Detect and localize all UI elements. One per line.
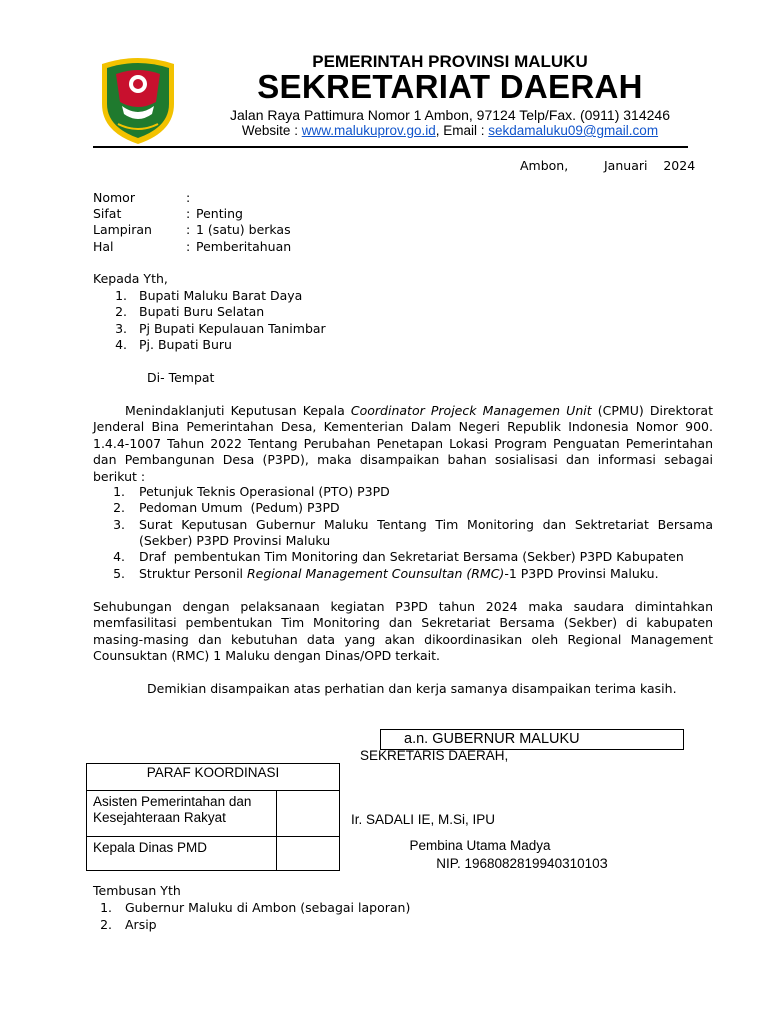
meta-value: Penting bbox=[196, 206, 243, 221]
meta-value: 1 (satu) berkas bbox=[196, 222, 291, 237]
tembusan-item: Gubernur Maluku di Ambon (sebagai laporan) bbox=[125, 900, 411, 915]
website-link[interactable]: www.malukuprov.go.id bbox=[301, 123, 436, 138]
provincial-emblem-logo bbox=[96, 54, 180, 146]
email-label: , Email : bbox=[435, 123, 489, 138]
list-number: 4. bbox=[115, 337, 127, 352]
tembusan-title: Tembusan Yth bbox=[93, 883, 181, 898]
material-item: Petunjuk Teknis Operasional (PTO) P3PD bbox=[139, 484, 390, 499]
signer-nip: NIP. 196808281994031010З bbox=[436, 856, 608, 871]
list5-italic: Regional Management Counsultan (RMC) bbox=[247, 566, 505, 581]
meta-key: Hal bbox=[93, 239, 114, 254]
website-label: Website : bbox=[241, 123, 302, 138]
meta-colon: : bbox=[186, 222, 191, 237]
meta-key: Nomor bbox=[93, 190, 135, 205]
list-number: 3. bbox=[115, 321, 127, 336]
signer-rank: Pembina Utama Madya bbox=[409, 838, 551, 853]
paraf-signature-cell bbox=[276, 791, 339, 837]
table-row bbox=[87, 764, 340, 791]
date-value: Januari 2024 bbox=[604, 158, 696, 173]
material-item: Surat Keputusan Gubernur Maluku Tentang Tim Monitoring dan Sektretariat Bersama (Sekber) P3PD Provinsi Maluku bbox=[139, 517, 713, 549]
body-paragraph-1 bbox=[93, 403, 713, 485]
email-link[interactable]: sekdamaluku09@gmail.com bbox=[488, 123, 659, 138]
meta-colon: : bbox=[186, 239, 191, 254]
material-item: Pedoman Umum (Pedum) P3PD bbox=[139, 500, 340, 515]
list5-text-b: -1 P3PD Provinsi Maluku. bbox=[504, 566, 659, 581]
paraf-row-label: Asisten Pemerintahan dan Kesejahteraan Rakyat bbox=[87, 791, 277, 837]
list-number: 1. bbox=[115, 288, 127, 303]
header-government-name: PEMERINTAH PROVINSI MALUKU bbox=[312, 52, 588, 71]
header-divider bbox=[93, 146, 688, 148]
tembusan-item: Arsip bbox=[125, 917, 157, 932]
p1-text-a: Menindaklanjuti Keputusan Kepala bbox=[125, 403, 351, 418]
p2-text: Sehubungan dengan pelaksanaan kegiatan P3PD tahun 2024 maka saudara dimintahkan memfasilitasi pembentukan Tim Monitoring dan Sekretariat Bersama (Sekber) di kabupaten masing-masing dan kebutuhan data yang akan dikoordinasikan oleh Regional Management Counsuktan (RMC) 1 Maluku dengan Dinas/OPD terkait. bbox=[93, 599, 713, 664]
meta-colon: : bbox=[186, 206, 191, 221]
meta-key: Sifat bbox=[93, 206, 122, 221]
recipient-item: Pj Bupati Kepulauan Tanimbar bbox=[139, 321, 326, 336]
p1-italic: Coordinator Projeck Managemen Unit bbox=[350, 403, 592, 418]
recipients-intro: Kepada Yth, bbox=[93, 271, 168, 286]
material-item-5 bbox=[139, 566, 713, 582]
header-office-name: SEKRETARIAT DAERAH bbox=[257, 68, 643, 105]
meta-colon: : bbox=[186, 190, 191, 205]
list5-text-a: Struktur Personil bbox=[139, 566, 247, 581]
body-paragraph-2 bbox=[93, 599, 713, 665]
list-number: 2. bbox=[100, 917, 112, 932]
list-number: 3. bbox=[113, 517, 125, 532]
recipients-place: Di- Tempat bbox=[147, 370, 215, 385]
paraf-signature-cell bbox=[276, 837, 339, 871]
list-number: 2. bbox=[115, 304, 127, 319]
table-row bbox=[87, 791, 340, 837]
list-number: 5. bbox=[113, 566, 125, 581]
paraf-row-label: Kepala Dinas PMD bbox=[87, 837, 277, 871]
list-number: 4. bbox=[113, 549, 125, 564]
recipient-item: Bupati Maluku Barat Daya bbox=[139, 288, 303, 303]
list-number: 2. bbox=[113, 500, 125, 515]
body-paragraph-3: Demikian disampaikan atas perhatian dan kerja samanya disampaikan terima kasih. bbox=[147, 681, 677, 696]
material-item: Draf pembentukan Tim Monitoring dan Sekretariat Bersama (Sekber) P3PD Kabupaten bbox=[139, 549, 684, 564]
recipient-item: Bupati Buru Selatan bbox=[139, 304, 265, 319]
header-contact bbox=[180, 123, 720, 138]
meta-value: Pemberitahuan bbox=[196, 239, 292, 254]
signer-title: SEKRETARIS DAERAH, bbox=[360, 748, 509, 763]
paraf-koordinasi-table bbox=[86, 763, 340, 871]
table-row bbox=[87, 837, 340, 871]
list-number: 1. bbox=[100, 900, 112, 915]
meta-key: Lampiran bbox=[93, 222, 152, 237]
header-address: Jalan Raya Pattimura Nomor 1 Ambon, 97124 Telp/Fax. (0911) 314246 bbox=[230, 107, 670, 123]
on-behalf-text: a.n. GUBERNUR MALUKU bbox=[404, 731, 580, 747]
signer-name: Ir. SADALI IE, M.Si, IPU bbox=[351, 812, 496, 827]
list-number: 1. bbox=[113, 484, 125, 499]
paraf-title: PARAF KOORDINASI bbox=[87, 764, 340, 791]
date-city: Ambon, bbox=[520, 158, 569, 173]
p1-text-b: (CPMU) Direktorat Jenderal Bina Pemerintahan Desa, Kementerian Dalam Negeri Republik Indonesia Nomor 900. 1.4.4-1007 Tahun 2022 Tentang Perubahan Penetapan Lokasi Program Penguatan Pemerintahan dan Pembangunan Desa (P3PD), maka disampaikan bahan sosialisasi dan informasi sebagai berikut : bbox=[93, 403, 713, 484]
recipient-item: Pj. Bupati Buru bbox=[139, 337, 232, 352]
